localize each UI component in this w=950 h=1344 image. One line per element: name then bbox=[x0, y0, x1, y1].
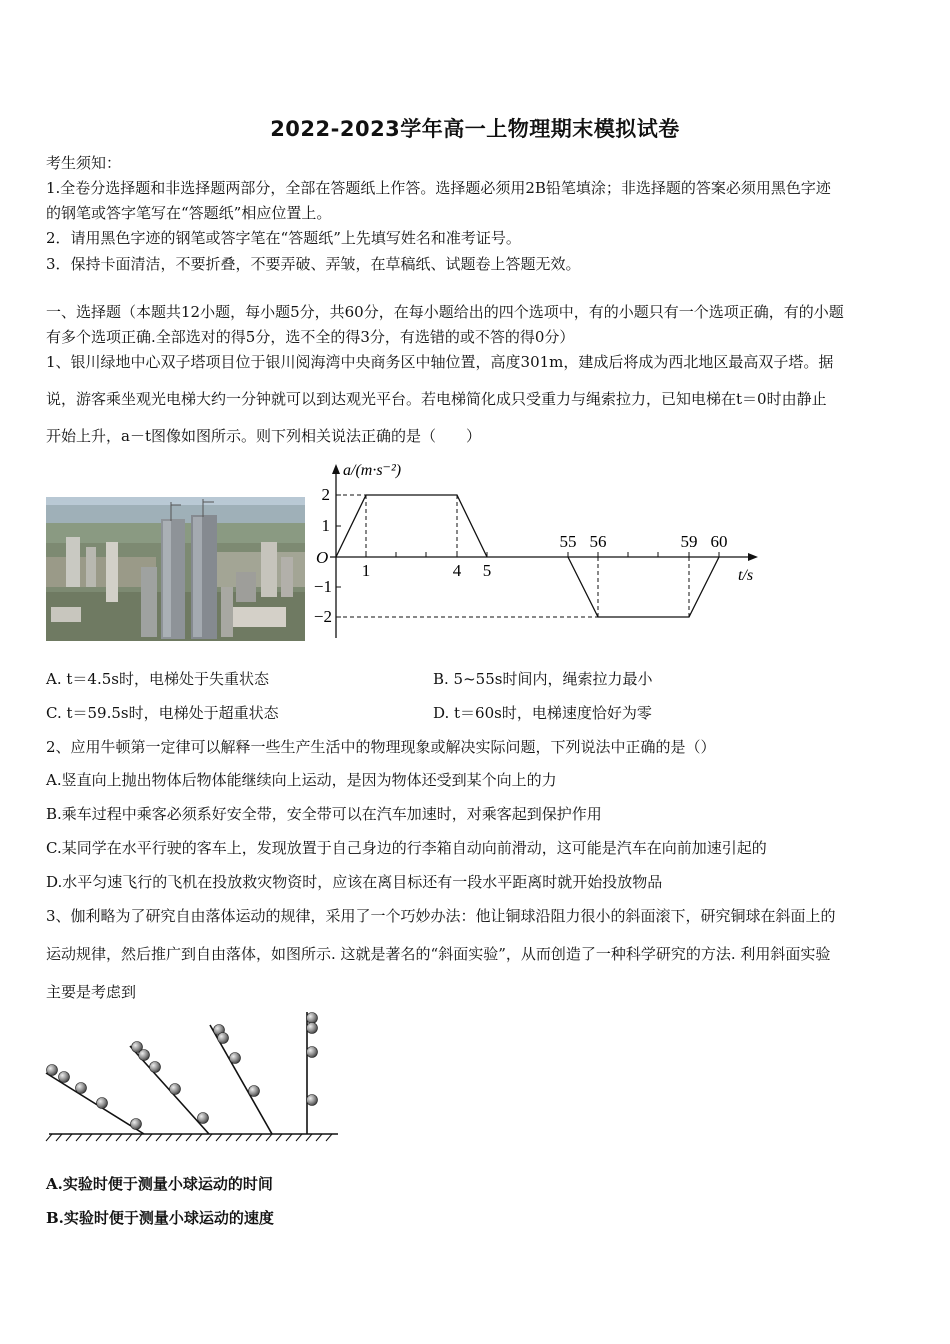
y-axis-label: a/(m·s⁻²) bbox=[343, 462, 402, 479]
q2-option-c: C.某同学在水平行驶的客车上，发现放置于自己身边的行李箱自动向前滑动，这可能是汽车在向前加速引起的 bbox=[46, 839, 767, 857]
q1-option-d: D. t＝60s时，电梯速度恰好为零 bbox=[433, 704, 652, 722]
q3-option-b: B.实验时便于测量小球运动的速度 bbox=[46, 1209, 274, 1227]
twin-towers-photo bbox=[46, 497, 305, 641]
x-tick-label: 1 bbox=[361, 561, 371, 580]
y-tick-label: −1 bbox=[313, 577, 332, 596]
q3-option-a: A.实验时便于测量小球运动的时间 bbox=[46, 1175, 273, 1193]
notice-item: 3．保持卡面清洁，不要折叠，不要弄破、弄皱，在草稿纸、试题卷上答题无效。 bbox=[46, 255, 581, 273]
notice-item: 的钢笔或答字笔写在“答题纸”相应位置上。 bbox=[46, 204, 332, 222]
q1-option-c: C. t＝59.5s时，电梯处于超重状态 bbox=[46, 704, 279, 722]
x-axis-label: t/s bbox=[738, 567, 754, 584]
q2-option-a: A.竖直向上抛出物体后物体能继续向上运动，是因为物体还受到某个向上的力 bbox=[46, 771, 557, 789]
section-heading-cont: 有多个选项正确.全部选对的得5分，选不全的得3分，有选错的或不答的得0分） bbox=[46, 328, 575, 346]
y-tick-label: 1 bbox=[321, 516, 330, 535]
x-tick-label: 4 bbox=[452, 561, 462, 580]
a-t-graph bbox=[310, 458, 770, 648]
section-heading: 一、选择题（本题共12小题，每小题5分，共60分，在每小题给出的四个选项中，有的小题只有一个选项正确，有的小题 bbox=[46, 303, 844, 321]
q3-stem: 3、伽利略为了研究自由落体运动的规律，采用了一个巧妙办法：他让铜球沿阻力很小的斜面滚下，研究铜球在斜面上的 bbox=[46, 907, 836, 925]
q2-stem: 2、应用牛顿第一定律可以解释一些生产生活中的物理现象或解决实际问题，下列说法中正确的是（） bbox=[46, 738, 716, 756]
q3-stem: 主要是考虑到 bbox=[46, 983, 137, 1001]
notice-item: 2．请用黑色字迹的钢笔或答字笔在“答题纸”上先填写姓名和准考证号。 bbox=[46, 229, 521, 247]
origin-label: O bbox=[316, 548, 329, 567]
q1-option-b: B. 5~55s时间内，绳索拉力最小 bbox=[433, 670, 653, 688]
q1-stem: 说，游客乘坐观光电梯大约一分钟就可以到达观光平台。若电梯简化成只受重力与绳索拉力，已知电梯在t＝0时由静止 bbox=[46, 390, 827, 408]
q1-stem: 开始上升，a－t图像如图所示。则下列相关说法正确的是（ ） bbox=[46, 427, 481, 445]
page-title: 2022-2023学年高一上物理期末模拟试卷 bbox=[270, 117, 680, 141]
x-tick-label: 59 bbox=[680, 532, 698, 551]
x-tick-label: 56 bbox=[589, 532, 607, 551]
x-tick-label: 55 bbox=[559, 532, 577, 551]
q1-stem: 1、银川绿地中心双子塔项目位于银川阅海湾中央商务区中轴位置，高度301m，建成后将成为西北地区最高双子塔。据 bbox=[46, 353, 834, 371]
q2-option-b: B.乘车过程中乘客必须系好安全带，安全带可以在汽车加速时，对乘客起到保护作用 bbox=[46, 805, 602, 823]
q2-option-d: D.水平匀速飞行的飞机在投放救灾物资时，应该在离目标还有一段水平距离时就开始投放物品 bbox=[46, 873, 663, 891]
q1-option-a: A. t＝4.5s时，电梯处于失重状态 bbox=[46, 670, 269, 688]
notice-item: 1.全卷分选择题和非选择题两部分，全部在答题纸上作答。选择题必须用2B铅笔填涂；非选择题的答案必须用黑色字迹 bbox=[46, 179, 831, 197]
q3-stem: 运动规律，然后推广到自由落体，如图所示. 这就是著名的“斜面实验”，从而创造了一种科学研究的方法. 利用斜面实验 bbox=[46, 945, 831, 963]
y-tick-label: −2 bbox=[313, 607, 332, 626]
incline-diagram bbox=[44, 1008, 344, 1143]
notice-heading: 考生须知： bbox=[46, 154, 122, 172]
x-tick-label: 5 bbox=[482, 561, 492, 580]
y-tick-label: 2 bbox=[321, 485, 330, 504]
x-tick-label: 60 bbox=[710, 532, 728, 551]
